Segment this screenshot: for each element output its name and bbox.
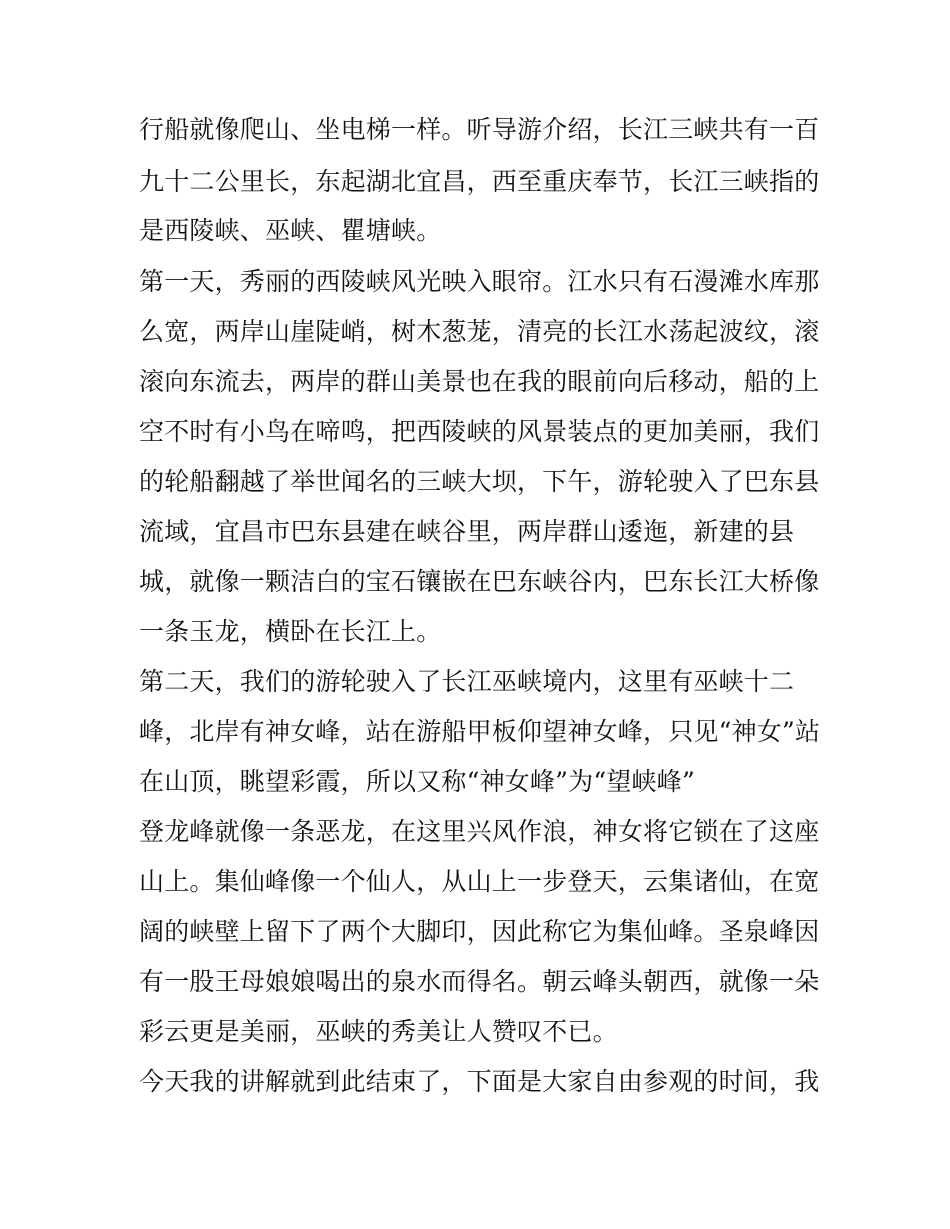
text-line: 山上。集仙峰像一个仙人，从山上一步登天，云集诸仙，在宽 [139,867,820,896]
text-line: 第二天，我们的游轮驶入了长江巫峡境内，这里有巫峡十二 [139,667,795,696]
text-line: 是西陵峡、巫峡、瞿塘峡。 [139,216,442,245]
text-line: 流域，宜昌市巴东县建在峡谷里，两岸群山逶迤，新建的县 [139,517,795,546]
text-line: 城，就像一颗洁白的宝石镶嵌在巴东峡谷内，巴东长江大桥像 [139,567,820,596]
text-line: 空不时有小鸟在啼鸣，把西陵峡的风景装点的更加美丽，我们 [139,417,820,446]
text-line: 么宽，两岸山崖陡峭，树木葱茏，清亮的长江水荡起波纹，滚 [139,317,820,346]
text-line: 峰，北岸有神女峰，站在游船甲板仰望神女峰，只见“神女”站 [139,717,821,746]
text-line: 在山顶，眺望彩霞，所以又称“神女峰”为“望峡峰” [139,767,695,796]
text-line: 阔的峡壁上留下了两个大脚印，因此称它为集仙峰。圣泉峰因 [139,917,820,946]
text-line: 有一股王母娘娘喝出的泉水而得名。朝云峰头朝西，就像一朵 [139,967,820,996]
text-line: 今天我的讲解就到此结束了，下面是大家自由参观的时间，我 [139,1067,820,1096]
text-line: 第一天，秀丽的西陵峡风光映入眼帘。江水只有石漫滩水库那 [139,267,820,296]
text-line: 一条玉龙，横卧在长江上。 [139,617,442,646]
text-line: 行船就像爬山、坐电梯一样。听导游介绍，长江三峡共有一百 [139,115,820,144]
text-line: 的轮船翻越了举世闻名的三峡大坝，下午，游轮驶入了巴东县 [139,467,820,496]
text-line: 彩云更是美丽，巫峡的秀美让人赞叹不已。 [139,1017,618,1046]
text-line: 登龙峰就像一条恶龙，在这里兴风作浪，神女将它锁在了这座 [139,817,820,846]
text-line: 滚向东流去，两岸的群山美景也在我的眼前向后移动，船的上 [139,367,820,396]
text-line: 九十二公里长，东起湖北宜昌，西至重庆奉节，长江三峡指的 [139,167,820,196]
